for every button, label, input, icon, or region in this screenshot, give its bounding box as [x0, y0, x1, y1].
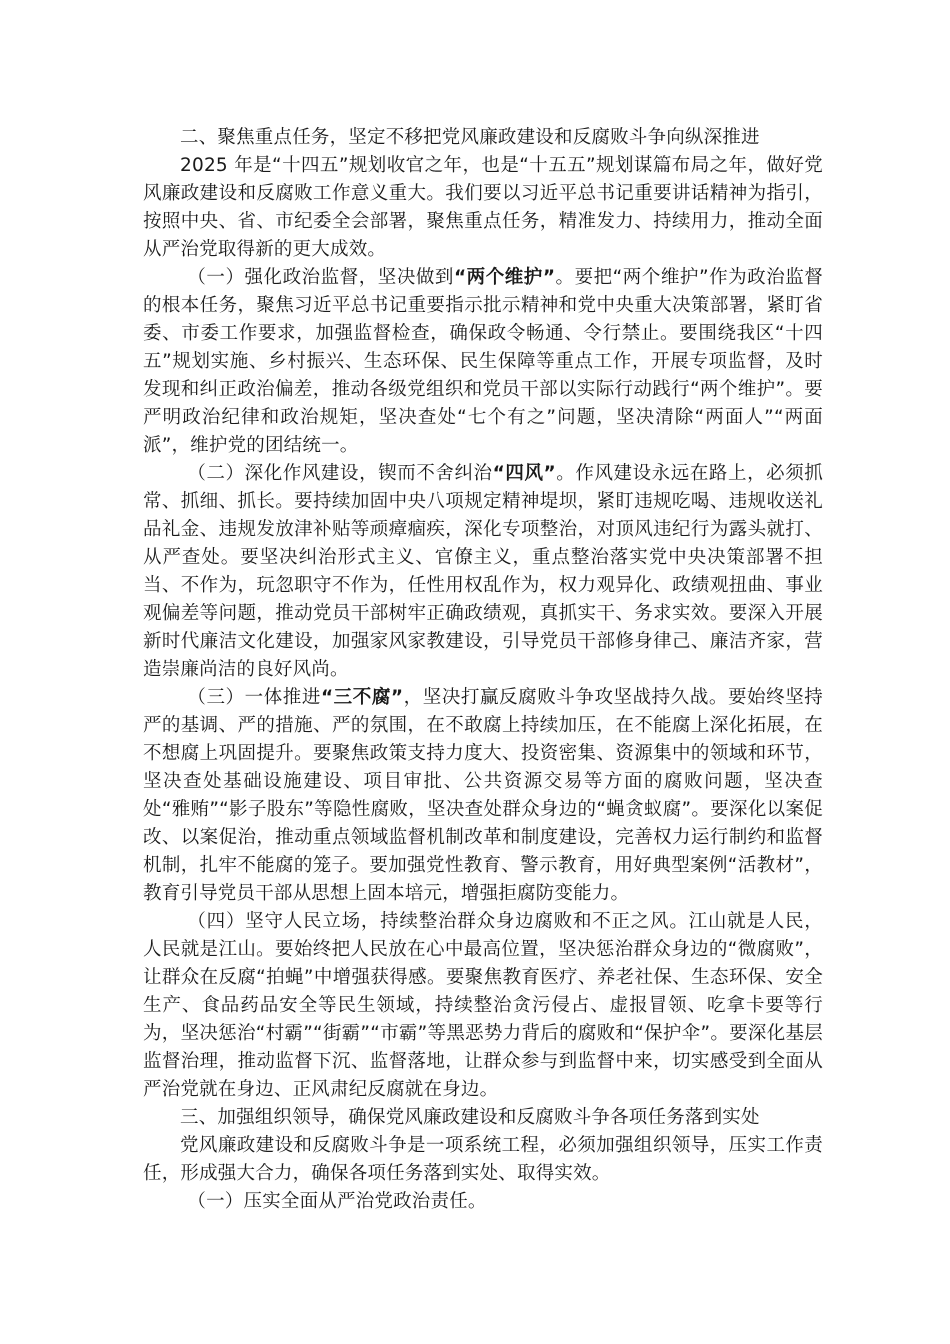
item-one-paragraph — [143, 264, 823, 460]
item-two-text: 。作风建设永远在路上，必须抓常、抓细、抓长。要持续加固中央八项规定精神堤坝，紧盯违规吃喝、违规收送礼品礼金、违规发放津补贴等顽瘴痼疾，深化专项整治，对顶风违纪行为露头就打、从严查处。要坚决纠治形式主义、官僚主义，重点整治落实党中央决策部署不担当、不作为，玩忽职守不作为，任性用权乱作为，权力观异化、政绩观扭曲、事业观偏差等问题，推动党员干部树牢正确政绩观，真抓实干、务求实效。要深入开展新时代廉洁文化建设，加强家风家教建设，引导党员干部修身律己、廉洁齐家，营造崇廉尚洁的良好风尚。 — [143, 463, 823, 680]
section-two-intro-paragraph — [143, 152, 823, 264]
item-four-text: 江山就是人民，人民就是江山。要始终把人民放在心中最高位置，坚决惩治群众身边的“微腐败”，让群众在反腐“拍蝇”中增强获得感。要聚焦教育医疗、养老社保、生态环保、安全生产、食品药品安全等民生领域，持续整治贪污侵占、虚报冒领、吃拿卡要等行为，坚决惩治“村霸”“街霸”“市霸”等黑恶势力背后的腐败和“保护伞”。要深化基层监督治理，推动监督下沉、监督落地，让群众参与到监督中来，切实感受到全面从严治党就在身边、正风肃纪反腐就在身边。 — [143, 911, 823, 1100]
item-one-bold-term: “两个维护” — [453, 267, 556, 288]
section-three-intro-text: 党风廉政建设和反腐败斗争是一项系统工程，必须加强组织领导，压实工作责任，形成强大合力，确保各项任务落到实处、取得实效。 — [143, 1135, 823, 1184]
section-heading-three — [143, 1104, 823, 1132]
item-two-paragraph — [143, 460, 823, 684]
item-one-lead: （一）强化政治监督，坚决做到 — [187, 267, 454, 288]
item-four-paragraph — [143, 908, 823, 1104]
item-one-text: 。要把“两个维护”作为政治监督的根本任务，聚焦习近平总书记重要指示批示精神和党中央重大决策部署，紧盯省委、市委工作要求，加强监督检查，确保政令畅通、令行禁止。要围绕我区“十四五”规划实施、乡村振兴、生态环保、民生保障等重点工作，开展专项监督，及时发现和纠正政治偏差，推动各级党组织和党员干部以实际行动践行“两个维护”。要严明政治纪律和政治规矩，坚决查处“七个有之”问题，坚决清除“两面人”“两面派”，维护党的团结统一。 — [143, 267, 823, 456]
item-three-bold-term: “三不腐” — [320, 687, 404, 708]
item-two-lead: （二）深化作风建设，锲而不舍纠治 — [187, 463, 493, 484]
item-two-bold-term: “四风” — [492, 463, 556, 484]
document-body — [143, 124, 823, 1216]
section-heading-two — [143, 124, 823, 152]
section-three-item-one-lead: （一）压实全面从严治党政治责任。 — [187, 1191, 487, 1212]
item-three-paragraph — [143, 684, 823, 908]
section-heading-three-text: 三、加强组织领导，确保党风廉政建设和反腐败斗争各项任务落到实处 — [180, 1107, 760, 1128]
item-three-lead: （三）一体推进 — [187, 687, 321, 708]
section-three-item-one-paragraph — [143, 1188, 823, 1216]
section-three-intro-paragraph — [143, 1132, 823, 1188]
item-three-text: ，坚决打赢反腐败斗争攻坚战持久战。要始终坚持严的基调、严的措施、严的氛围，在不敢腐上持续加压，在不能腐上深化拓展，在不想腐上巩固提升。要聚焦政策支持力度大、投资密集、资源集中的领域和环节，坚决查处基础设施建设、项目审批、公共资源交易等方面的腐败问题，坚决查处“雅贿”“影子股东”等隐性腐败，坚决查处群众身边的“蝇贪蚁腐”。要深化以案促改、以案促治，推动重点领域监督机制改革和制度建设，完善权力运行制约和监督机制，扎牢不能腐的笼子。要加强党性教育、警示教育，用好典型案例“活教材”，教育引导党员干部从思想上固本培元，增强拒腐防变能力。 — [143, 687, 823, 904]
section-two-intro-text: 2025 年是“十四五”规划收官之年，也是“十五五”规划谋篇布局之年，做好党风廉政建设和反腐败工作意义重大。我们要以习近平总书记重要讲话精神为指引，按照中央、省、市纪委全会部署，聚焦重点任务，精准发力、持续用力，推动全面从严治党取得新的更大成效。 — [143, 155, 823, 260]
section-heading-two-text: 二、聚焦重点任务，坚定不移把党风廉政建设和反腐败斗争向纵深推进 — [180, 127, 760, 148]
item-four-lead: （四）坚守人民立场，持续整治群众身边腐败和不正之风。 — [187, 911, 689, 932]
